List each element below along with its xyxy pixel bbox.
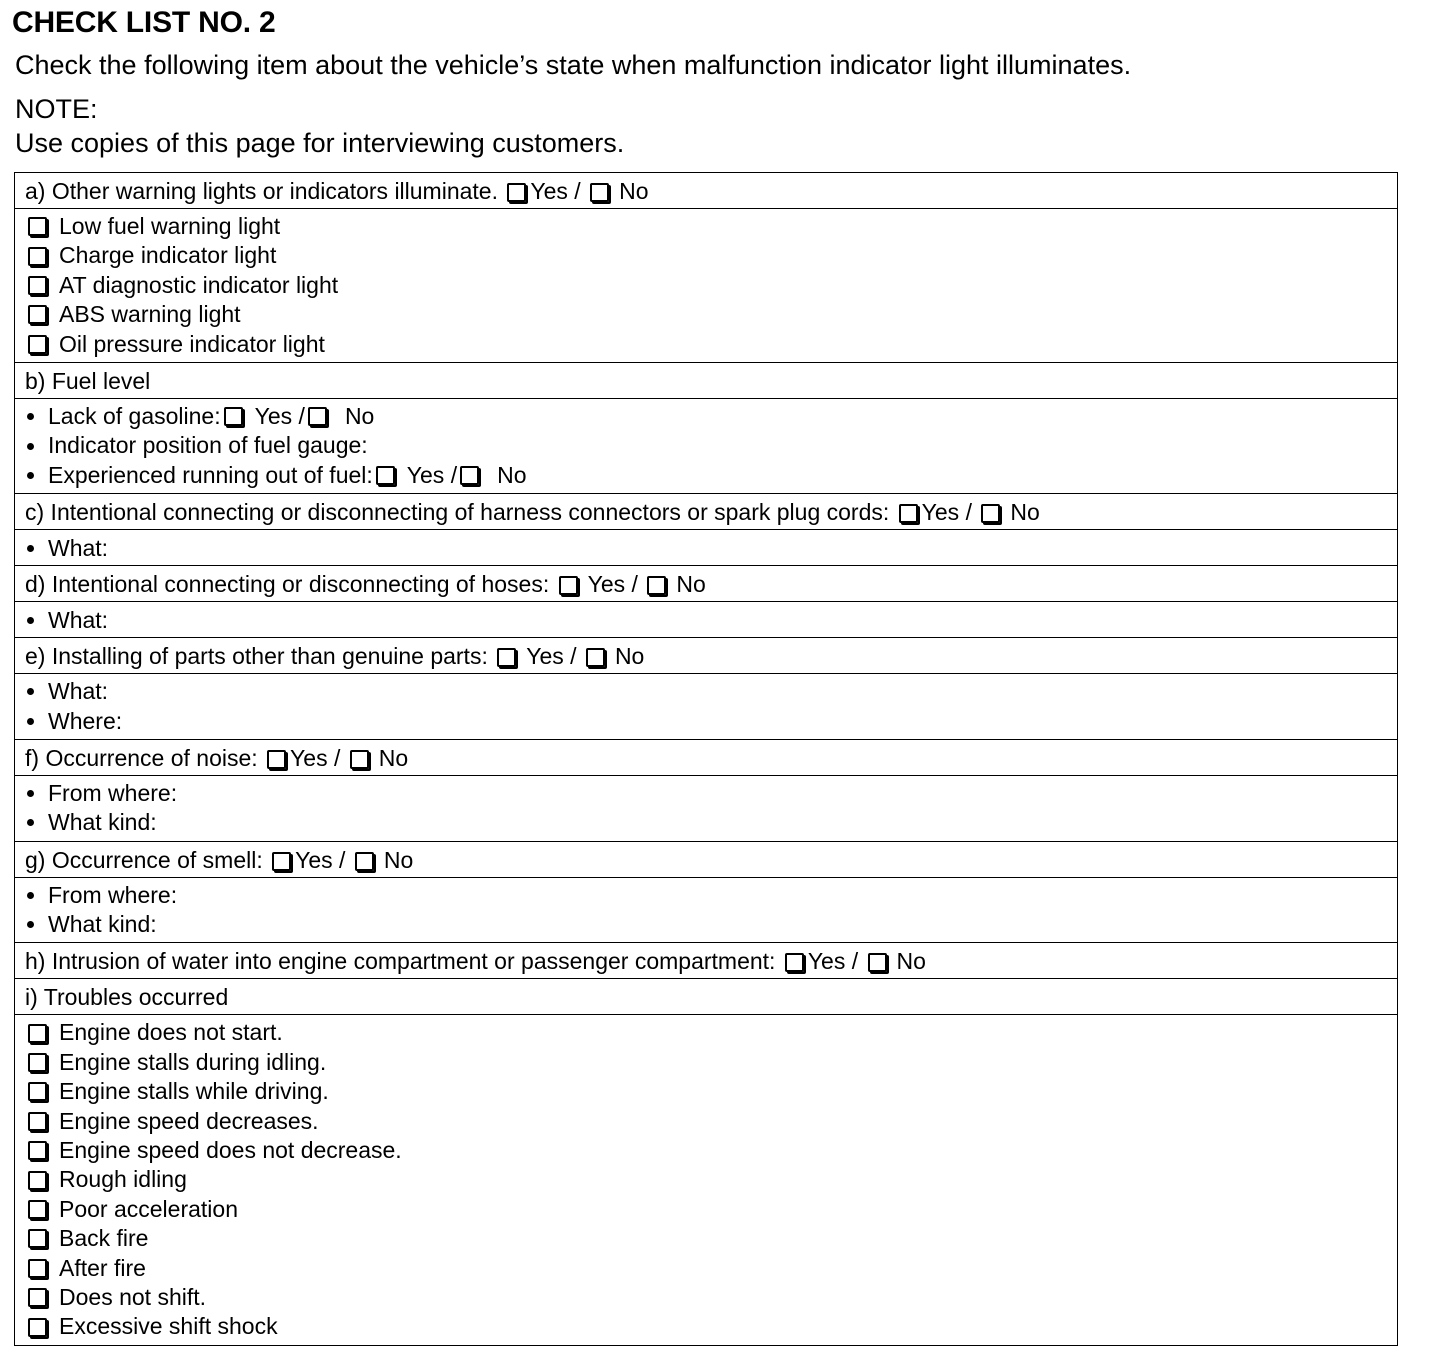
charge-indicator-label: Charge indicator light xyxy=(59,242,277,269)
section-h-no-checkbox[interactable] xyxy=(868,953,887,972)
speed-decreases-label: Engine speed decreases. xyxy=(59,1107,319,1134)
list-item xyxy=(25,1107,1387,1136)
stalls-driving-checkbox[interactable] xyxy=(28,1082,47,1101)
yes-label: Yes / xyxy=(807,948,859,975)
stalls-driving-label: Engine stalls while driving. xyxy=(59,1078,329,1105)
section-h-yes-checkbox[interactable] xyxy=(785,953,804,972)
yes-label: Yes / xyxy=(254,402,305,429)
ran-out-of-fuel-no-checkbox[interactable] xyxy=(460,466,479,485)
speed-not-decrease-checkbox[interactable] xyxy=(28,1141,47,1160)
section-e-question xyxy=(15,638,1397,674)
section-f-details xyxy=(15,776,1397,842)
yes-label: Yes / xyxy=(921,499,972,526)
section-a-no-checkbox[interactable] xyxy=(590,183,609,202)
bullet-icon xyxy=(27,545,34,552)
bullet-icon xyxy=(27,819,34,826)
bullet-icon xyxy=(27,790,34,797)
section-a-question xyxy=(15,173,1397,209)
list-item xyxy=(25,530,1387,566)
bullet-icon xyxy=(27,413,34,420)
section-a-options xyxy=(15,209,1397,363)
list-item xyxy=(25,300,1387,329)
section-f-no-checkbox[interactable] xyxy=(350,750,369,769)
section-c-question xyxy=(15,494,1397,530)
engine-not-start-label: Engine does not start. xyxy=(59,1019,283,1046)
at-diagnostic-label: AT diagnostic indicator light xyxy=(59,271,339,298)
list-item xyxy=(25,1195,1387,1224)
oil-pressure-label: Oil pressure indicator light xyxy=(59,330,325,357)
list-item xyxy=(25,241,1387,270)
what-kind-label: What kind: xyxy=(48,809,157,836)
no-label: No xyxy=(896,948,926,975)
list-item xyxy=(25,881,1387,910)
lack-of-gasoline-label: Lack of gasoline: xyxy=(48,402,221,429)
list-item xyxy=(25,602,1387,638)
ran-out-of-fuel-yes-checkbox[interactable] xyxy=(376,466,395,485)
section-i-heading: i) Troubles occurred xyxy=(15,979,1397,1015)
section-f-label: f) Occurrence of noise: xyxy=(25,744,258,771)
what-label: What: xyxy=(48,607,109,634)
list-item xyxy=(25,1136,1387,1165)
section-e-details xyxy=(15,674,1397,740)
no-label: No xyxy=(1010,499,1040,526)
note-text: Use copies of this page for interviewing customers. xyxy=(15,128,625,158)
from-where-label: From where: xyxy=(48,779,178,806)
list-item xyxy=(25,677,1387,706)
no-label: No xyxy=(619,178,649,204)
section-f-yes-checkbox[interactable] xyxy=(267,750,286,769)
shift-shock-label: Excessive shift shock xyxy=(59,1313,278,1340)
back-fire-checkbox[interactable] xyxy=(28,1229,47,1248)
section-c-yes-checkbox[interactable] xyxy=(899,504,918,523)
list-item xyxy=(25,1224,1387,1253)
no-label: No xyxy=(497,461,527,488)
section-c-details xyxy=(15,530,1397,566)
section-c-label: c) Intentional connecting or disconnecting of harness connectors or spark plug cords: xyxy=(25,499,890,526)
section-e-label: e) Installing of parts other than genuine parts: xyxy=(25,643,488,670)
checklist-form xyxy=(14,172,1398,1346)
bullet-icon xyxy=(27,617,34,624)
section-e-no-checkbox[interactable] xyxy=(586,648,605,667)
no-label: No xyxy=(614,643,645,670)
from-where-label: From where: xyxy=(48,881,178,908)
page-title: CHECK LIST NO. 2 xyxy=(12,6,276,39)
list-item xyxy=(25,271,1387,300)
yes-label: Yes / xyxy=(530,178,581,204)
list-item xyxy=(25,212,1387,241)
section-d-question xyxy=(15,566,1397,602)
bullet-icon xyxy=(27,472,34,479)
no-label: No xyxy=(383,846,414,873)
section-g-no-checkbox[interactable] xyxy=(355,852,374,871)
what-label: What: xyxy=(48,535,109,562)
what-label: What: xyxy=(48,678,109,705)
section-g-details xyxy=(15,878,1397,944)
speed-not-decrease-label: Engine speed does not decrease. xyxy=(59,1137,402,1164)
yes-label: Yes / xyxy=(526,643,577,670)
list-item xyxy=(25,402,1387,431)
section-i-options xyxy=(15,1015,1397,1344)
does-not-shift-checkbox[interactable] xyxy=(28,1288,47,1307)
section-d-details xyxy=(15,602,1397,638)
list-item xyxy=(25,1077,1387,1106)
list-item xyxy=(25,330,1387,359)
fuel-gauge-label: Indicator position of fuel gauge: xyxy=(48,432,368,459)
bullet-icon xyxy=(27,718,34,725)
list-item xyxy=(25,431,1387,460)
list-item xyxy=(25,707,1387,736)
speed-decreases-checkbox[interactable] xyxy=(28,1112,47,1131)
section-d-no-checkbox[interactable] xyxy=(647,576,666,595)
bullet-icon xyxy=(27,443,34,450)
abs-warning-label: ABS warning light xyxy=(59,301,241,328)
list-item xyxy=(25,1312,1387,1341)
section-b-heading: b) Fuel level xyxy=(15,363,1397,399)
poor-acceleration-label: Poor acceleration xyxy=(59,1195,238,1222)
back-fire-label: Back fire xyxy=(59,1225,149,1252)
list-item xyxy=(25,808,1387,837)
shift-shock-checkbox[interactable] xyxy=(28,1318,47,1337)
section-c-no-checkbox[interactable] xyxy=(981,504,1000,523)
list-item xyxy=(25,910,1387,939)
after-fire-checkbox[interactable] xyxy=(28,1259,47,1278)
where-label: Where: xyxy=(48,707,123,734)
rough-idling-label: Rough idling xyxy=(59,1166,187,1193)
no-label: No xyxy=(676,571,706,598)
poor-acceleration-checkbox[interactable] xyxy=(28,1200,47,1219)
section-h-question xyxy=(15,943,1397,979)
lack-of-gasoline-yes-checkbox[interactable] xyxy=(224,407,243,426)
what-kind-label: What kind: xyxy=(48,911,157,938)
after-fire-label: After fire xyxy=(59,1254,146,1281)
yes-label: Yes / xyxy=(587,571,638,598)
oil-pressure-checkbox[interactable] xyxy=(28,335,47,354)
bullet-icon xyxy=(27,892,34,899)
bullet-icon xyxy=(27,921,34,928)
list-item xyxy=(25,1254,1387,1283)
stalls-idling-label: Engine stalls during idling. xyxy=(59,1048,327,1075)
lack-of-gasoline-no-checkbox[interactable] xyxy=(308,407,327,426)
section-g-label: g) Occurrence of smell: xyxy=(25,846,263,873)
engine-not-start-checkbox[interactable] xyxy=(28,1024,47,1043)
list-item xyxy=(25,779,1387,808)
note-label: NOTE: xyxy=(15,94,98,124)
list-item xyxy=(25,1018,1387,1047)
section-g-question xyxy=(15,842,1397,878)
no-label: No xyxy=(378,744,409,771)
yes-label: Yes / xyxy=(295,846,346,873)
yes-label: Yes / xyxy=(406,461,458,488)
section-b-options xyxy=(15,399,1397,494)
ran-out-of-fuel-label: Experienced running out of fuel: xyxy=(48,461,373,488)
abs-warning-checkbox[interactable] xyxy=(28,305,47,324)
does-not-shift-label: Does not shift. xyxy=(59,1283,207,1310)
bullet-icon xyxy=(27,688,34,695)
rough-idling-checkbox[interactable] xyxy=(28,1171,47,1190)
section-g-yes-checkbox[interactable] xyxy=(272,852,291,871)
section-a-yes-checkbox[interactable] xyxy=(507,183,526,202)
intro-text: Check the following item about the vehicle’s state when malfunction indicator light illuminates. xyxy=(15,50,1132,80)
stalls-idling-checkbox[interactable] xyxy=(28,1053,47,1072)
at-diagnostic-checkbox[interactable] xyxy=(28,276,47,295)
list-item xyxy=(25,1048,1387,1077)
section-e-yes-checkbox[interactable] xyxy=(497,648,516,667)
list-item xyxy=(25,1283,1387,1312)
section-h-label: h) Intrusion of water into engine compartment or passenger compartment: xyxy=(25,948,776,975)
no-label: No xyxy=(344,402,375,429)
section-a-label: a) Other warning lights or indicators illuminate. xyxy=(25,178,498,204)
section-d-yes-checkbox[interactable] xyxy=(559,576,578,595)
list-item xyxy=(25,461,1387,490)
list-item xyxy=(25,1165,1387,1194)
section-f-question xyxy=(15,740,1397,776)
yes-label: Yes / xyxy=(290,744,341,771)
charge-indicator-checkbox[interactable] xyxy=(28,247,47,266)
section-d-label: d) Intentional connecting or disconnecting of hoses: xyxy=(25,571,550,598)
low-fuel-label: Low fuel warning light xyxy=(59,213,281,239)
low-fuel-checkbox[interactable] xyxy=(28,217,47,236)
